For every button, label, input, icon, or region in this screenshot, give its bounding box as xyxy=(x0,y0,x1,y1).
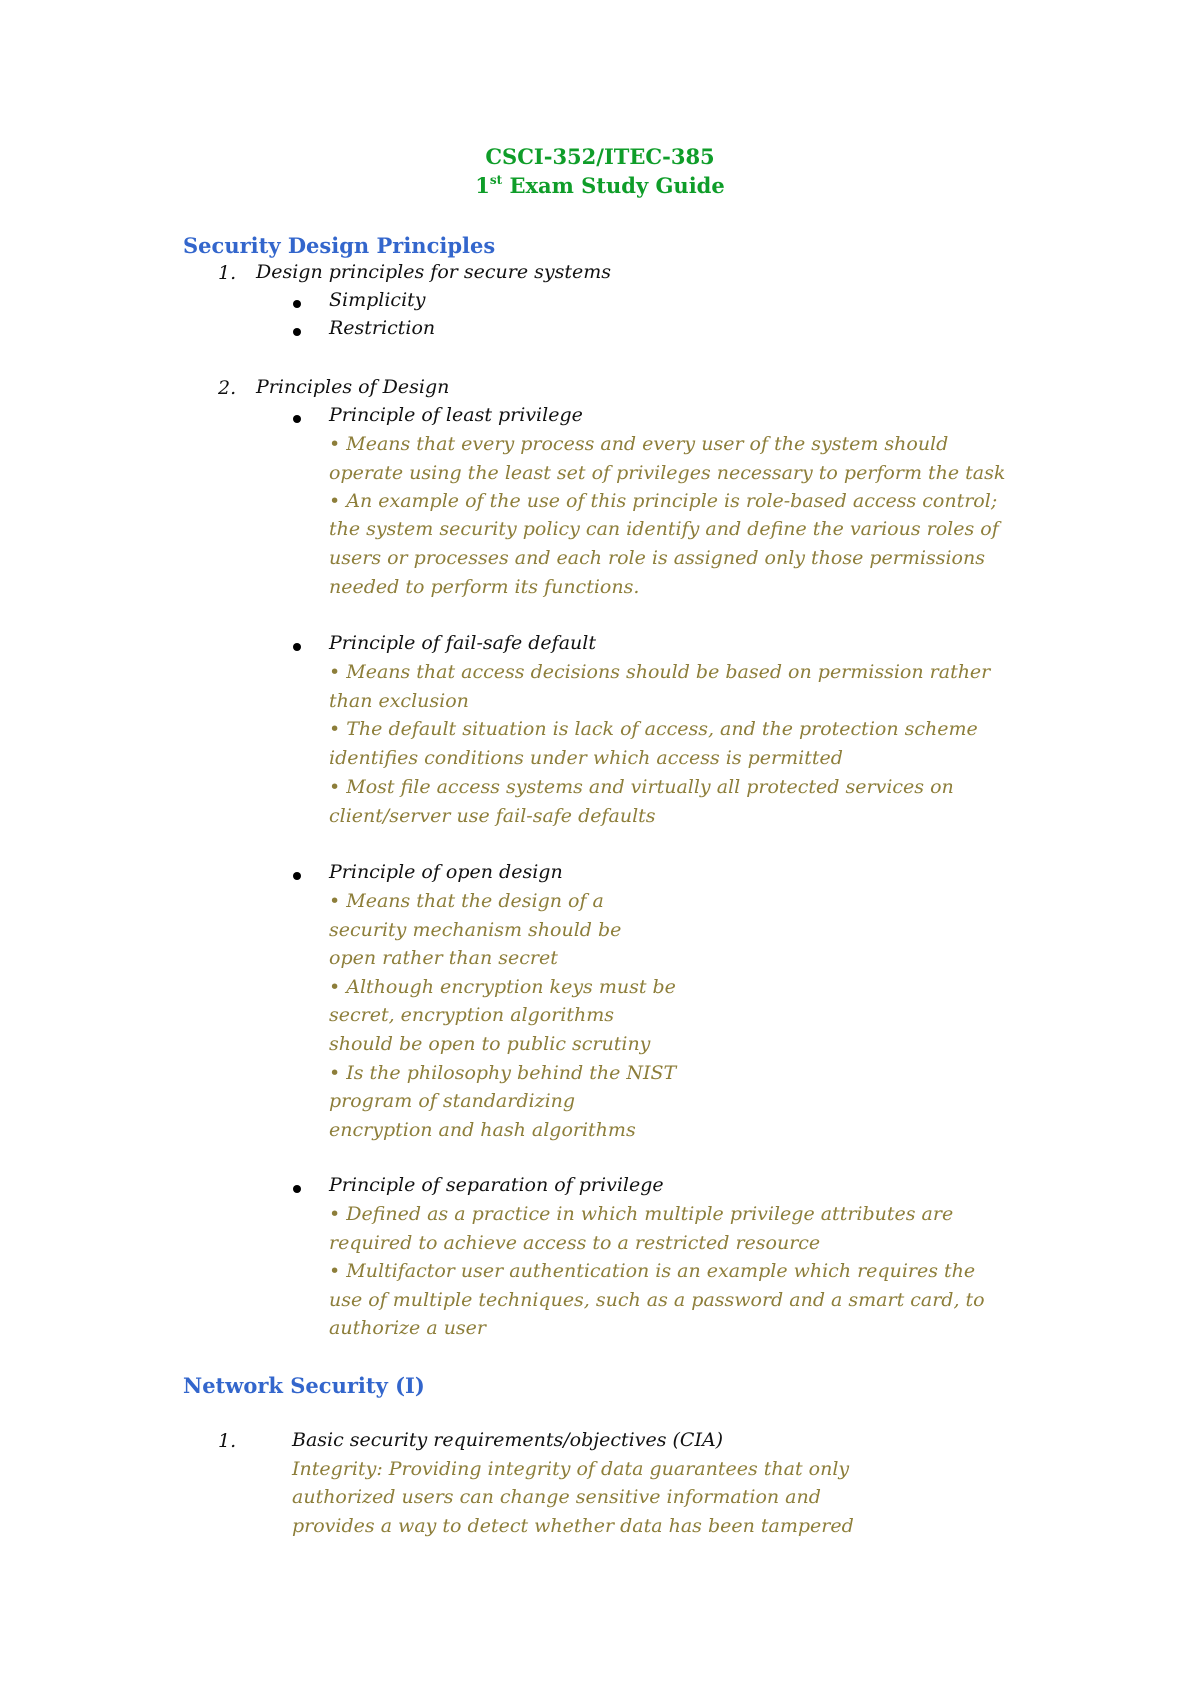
note-line: encryption and hash algorithms xyxy=(329,1119,636,1141)
note-line: should be open to public scrutiny xyxy=(329,1033,651,1055)
course-code: CSCI-352/ITEC-385 xyxy=(485,144,715,169)
note-line: authorized users can change sensitive information and xyxy=(292,1486,821,1508)
list-item: Simplicity xyxy=(329,289,426,311)
bullet-dot xyxy=(293,872,301,880)
item-label: Principles of Design xyxy=(256,376,450,398)
note-line: • Although encryption keys must be xyxy=(329,976,676,998)
note-line: identifies conditions under which access is permitted xyxy=(329,747,843,769)
principle-title: Principle of separation of privilege xyxy=(329,1174,664,1196)
note-line: • Means that every process and every user of the system should xyxy=(329,433,949,455)
bullet-dot xyxy=(293,415,301,423)
note-line: • An example of the use of this principle is role-based access control; xyxy=(329,490,998,512)
note-line: required to achieve access to a restricted resource xyxy=(329,1232,821,1254)
note-line: operate using the least set of privileges necessary to perform the task xyxy=(329,462,1006,484)
item-number: 2. xyxy=(218,377,237,399)
note-line: provides a way to detect whether data has been tampered xyxy=(292,1515,854,1537)
bullet-dot xyxy=(293,300,301,308)
note-line: users or processes and each role is assigned only those permissions xyxy=(329,547,985,569)
principle-title: Principle of least privilege xyxy=(329,404,583,426)
note-line: • Most file access systems and virtually all protected services on xyxy=(329,776,954,798)
principle-title: Principle of open design xyxy=(329,861,563,883)
note-line: • The default situation is lack of access, and the protection scheme xyxy=(329,718,978,740)
bullet-dot xyxy=(293,643,301,651)
note-line: client/server use fail-safe defaults xyxy=(329,805,656,827)
note-line: security mechanism should be xyxy=(329,919,622,941)
note-line: the system security policy can identify and define the various roles of xyxy=(329,518,999,540)
exam-subtitle xyxy=(0,171,1200,200)
exam-subtitle-text: Exam Study Guide xyxy=(509,173,725,198)
note-line: • Multifactor user authentication is an example which requires the xyxy=(329,1260,976,1282)
note-line: open rather than secret xyxy=(329,947,558,969)
note-line: program of standardizing xyxy=(329,1090,576,1112)
note-line: • Is the philosophy behind the NIST xyxy=(329,1062,677,1084)
item-label: Design principles for secure systems xyxy=(256,261,612,283)
exam-ordinal-number: 1 xyxy=(475,173,490,198)
item-number: 1. xyxy=(218,1430,237,1452)
bullet-dot xyxy=(293,1185,301,1193)
note-line: • Means that the design of a xyxy=(329,890,604,912)
document-title-block xyxy=(0,142,1200,200)
note-line: than exclusion xyxy=(329,690,469,712)
note-line: • Defined as a practice in which multiple privilege attributes are xyxy=(329,1203,954,1225)
bullet-dot xyxy=(293,328,301,336)
item-number: 1. xyxy=(218,262,237,284)
list-item: Restriction xyxy=(329,317,436,339)
item-label: Basic security requirements/objectives (CIA) xyxy=(292,1429,724,1451)
exam-ordinal-suffix: st xyxy=(489,173,503,187)
section-heading-network: Network Security (I) xyxy=(183,1373,425,1398)
note-line: use of multiple techniques, such as a password and a smart card, to xyxy=(329,1289,985,1311)
note-line: authorize a user xyxy=(329,1317,487,1339)
note-line: • Means that access decisions should be based on permission rather xyxy=(329,661,991,683)
note-line: secret, encryption algorithms xyxy=(329,1004,615,1026)
note-line: needed to perform its functions. xyxy=(329,576,640,598)
note-line: Integrity: Providing integrity of data guarantees that only xyxy=(292,1458,850,1480)
section-heading-design: Security Design Principles xyxy=(183,233,496,258)
principle-title: Principle of fail-safe default xyxy=(329,632,596,654)
